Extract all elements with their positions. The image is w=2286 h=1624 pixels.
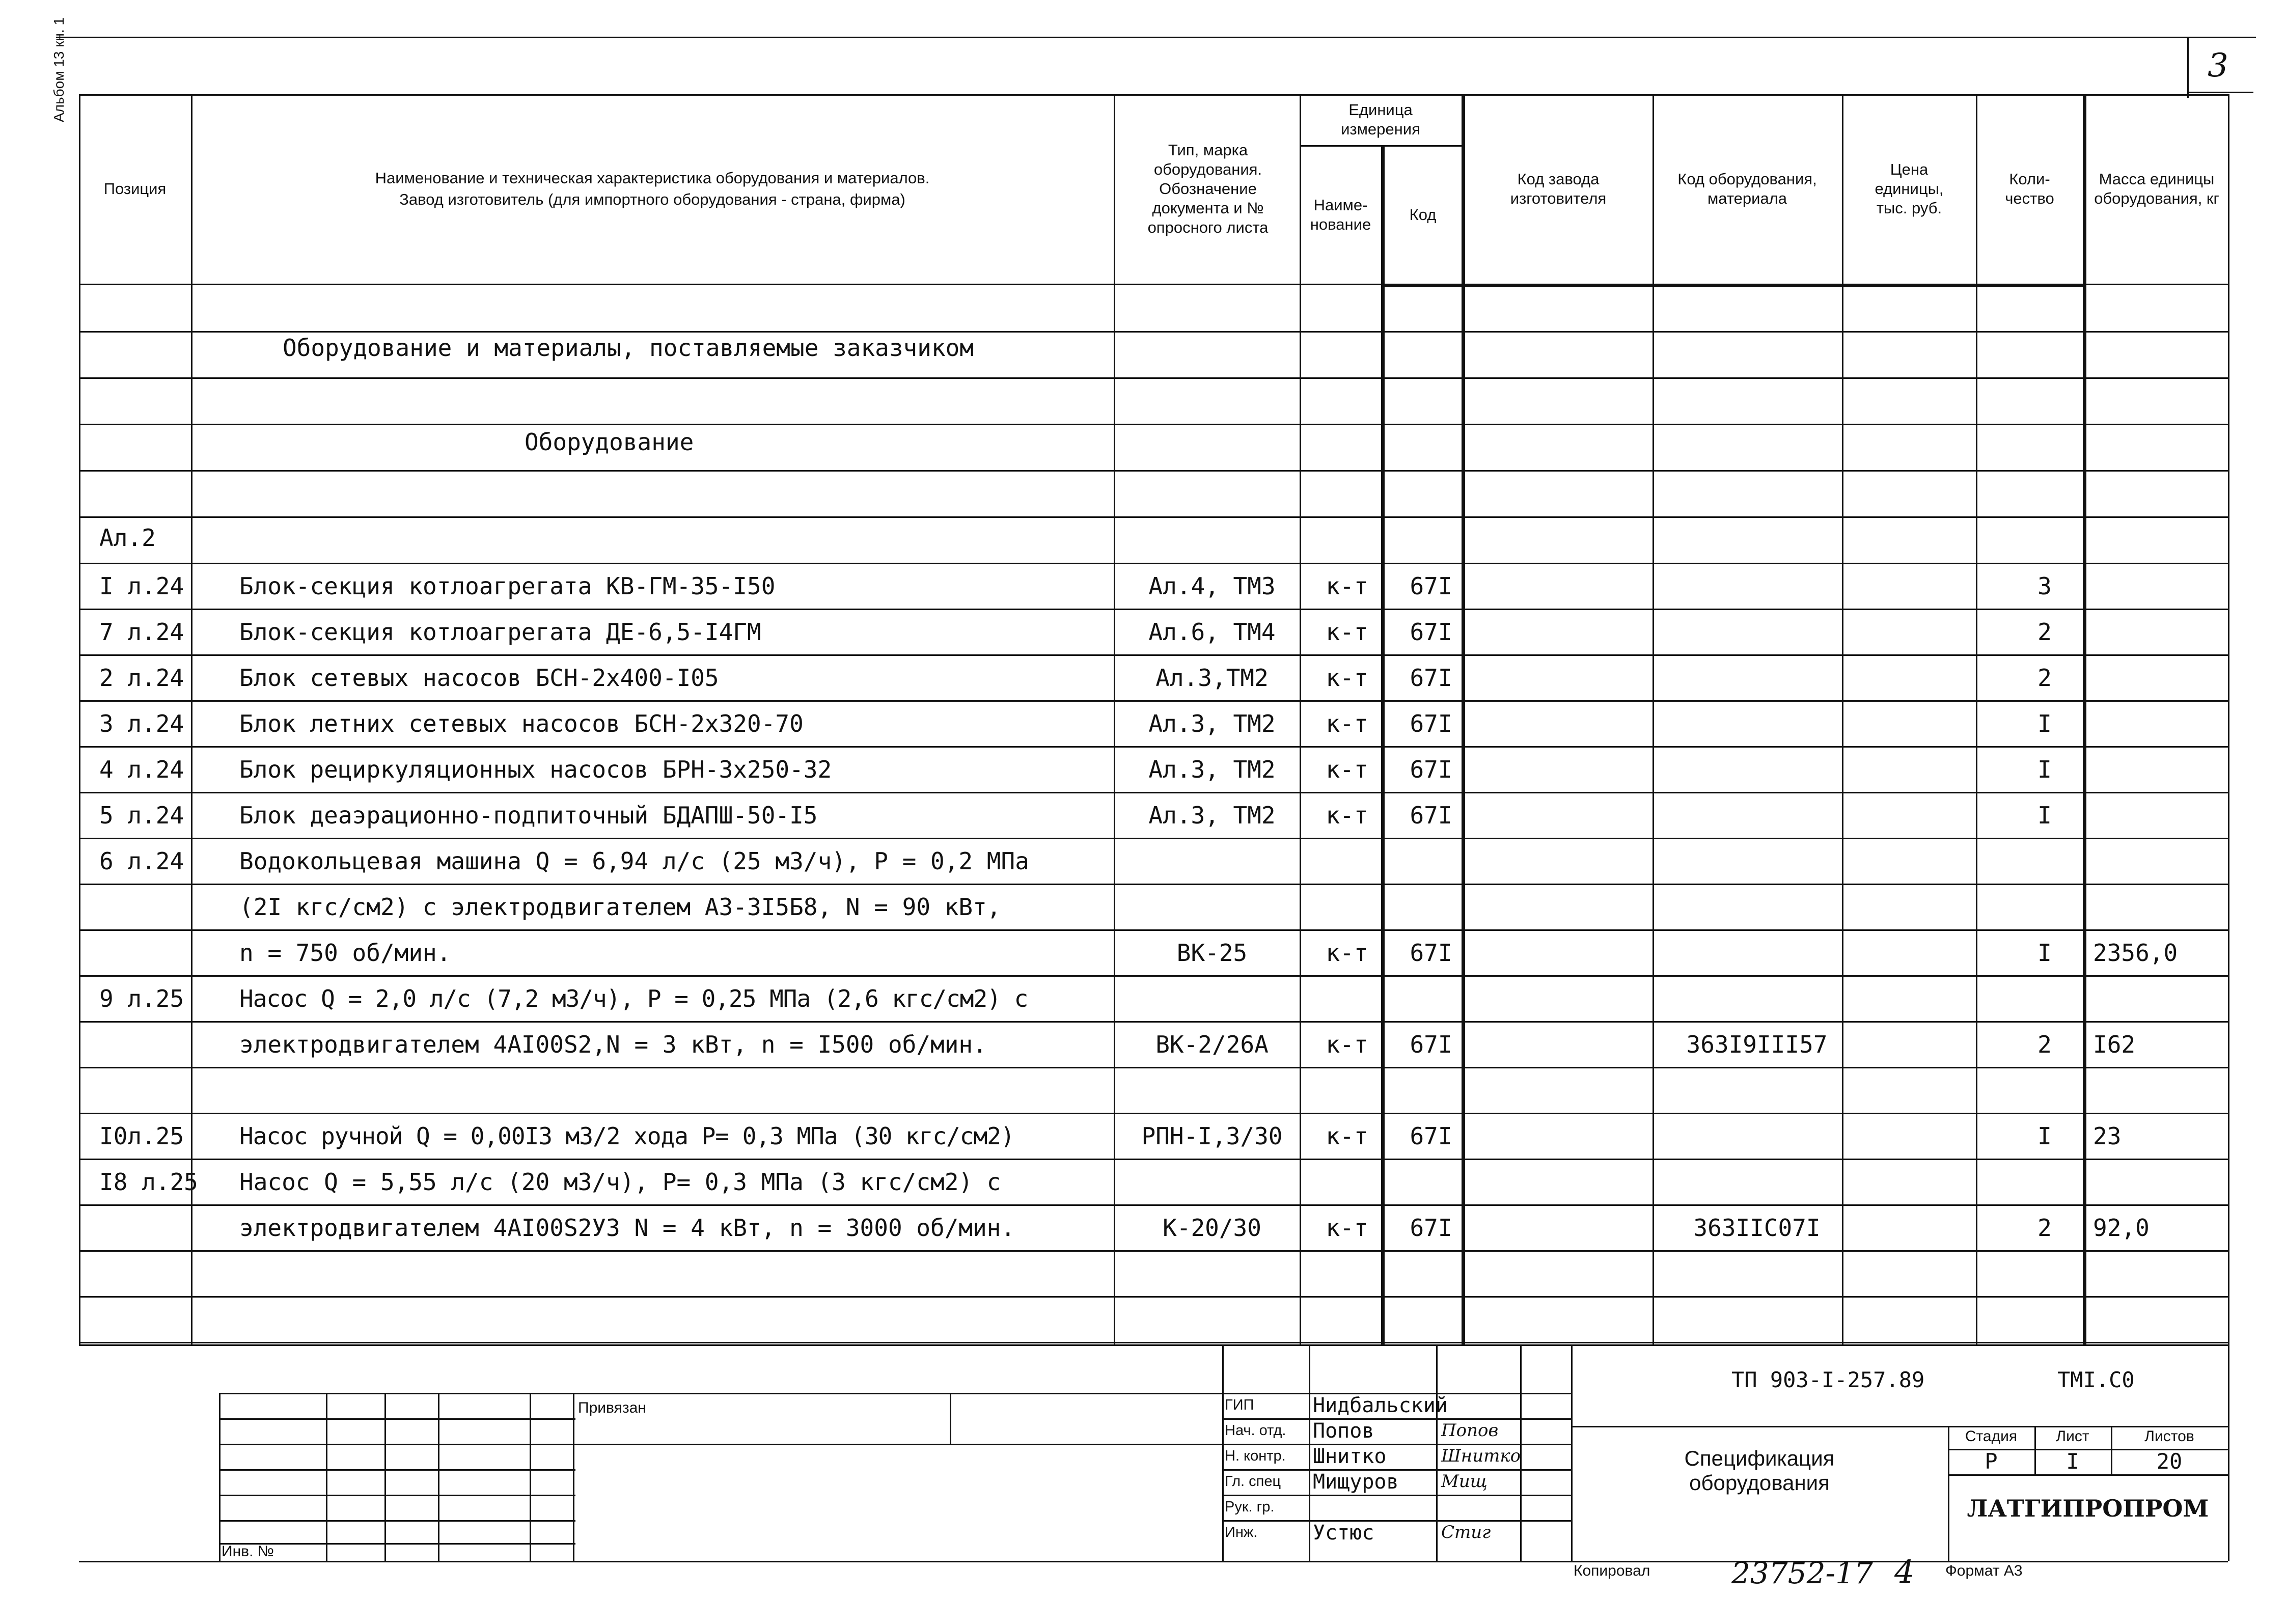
format-label: Формат А3 (1945, 1562, 2023, 1579)
header-name-line1: Наименование и техническая характеристика оборудования и материалов. (375, 169, 930, 187)
row-position: 6 л.24 (99, 847, 184, 875)
inv-no-label: Инв. № (222, 1543, 274, 1560)
signature-mark: Шнитко (1441, 1446, 1521, 1466)
archive-number: 23752-17 (1731, 1556, 1873, 1590)
row-mass: 92,0 (2093, 1214, 2150, 1242)
row-unit: к-т (1326, 664, 1368, 692)
row-quantity: I (2037, 710, 2052, 737)
row-separator (79, 377, 2228, 379)
signature-row-line (1222, 1495, 1571, 1496)
privyazan-label: Привязан (578, 1399, 646, 1416)
sheet-number: 3 (2208, 47, 2228, 85)
stage-value: Р (1985, 1449, 1998, 1474)
signature-role: Инж. (1225, 1524, 1258, 1540)
header-thick-bottom (1381, 284, 2083, 287)
row-name: Насос Q = 5,55 л/с (20 м3/ч), Р= 0,3 МПа (3 кгс/см2) с (239, 1168, 1001, 1196)
signature-name: Нидбальский (1313, 1394, 1448, 1417)
row-position: 7 л.24 (99, 618, 184, 646)
unit-group-divider (1300, 145, 1462, 147)
row-mass: 23 (2093, 1122, 2122, 1150)
row-separator (79, 1296, 2228, 1298)
row-type: Ал.4, ТМ3 (1148, 572, 1276, 600)
title-h3 (1948, 1474, 2228, 1476)
sheet-code: ТМI.С0 (2057, 1367, 2135, 1392)
col-sep-unit-name (1381, 145, 1385, 1344)
row-mass: I62 (2093, 1031, 2136, 1058)
doc-title-line2: оборудования (1689, 1471, 1830, 1495)
row-type: Ал.3,ТМ2 (1155, 664, 1269, 692)
row-quantity: I (2037, 939, 2052, 967)
sheets-value: 20 (2156, 1449, 2183, 1474)
header-position: Позиция (103, 180, 167, 198)
row-name: электродвигателем 4АI00S2,N = 3 кВт, n = I500 об/мин. (239, 1031, 987, 1058)
row-type: ВК-2/26А (1155, 1031, 1269, 1058)
row-name: n = 750 об/мин. (239, 939, 451, 967)
row-type: Ал.3, ТМ2 (1148, 756, 1276, 783)
row-separator (79, 1021, 2228, 1023)
row-unit: к-т (1326, 939, 1368, 967)
row-name: Насос Q = 2,0 л/с (7,2 м3/ч), Р = 0,25 МПа (2,6 кгс/см2) с (239, 985, 1028, 1012)
row-quantity: 3 (2037, 572, 2052, 600)
row-unit: к-т (1326, 1214, 1368, 1242)
row-name: Насос ручной Q = 0,00I3 м3/2 хода Р= 0,3 МПа (30 кгс/см2) (239, 1122, 1014, 1150)
row-type: Ал.3, ТМ2 (1148, 710, 1276, 737)
signature-name: Мищуров (1313, 1470, 1399, 1494)
signature-row-line (1222, 1444, 1571, 1445)
row-separator (79, 424, 2228, 425)
doc-title-line1: Спецификация (1684, 1446, 1835, 1470)
row-code: 67I (1410, 1214, 1452, 1242)
row-position: 2 л.24 (99, 664, 184, 692)
header-unit-code: Код (1409, 206, 1437, 224)
row-name: Блок летних сетевых насосов БСН-2х320-70 (239, 710, 804, 737)
row-quantity: 2 (2037, 618, 2052, 646)
row-type: К-20/30 (1163, 1214, 1261, 1242)
row-type: Ал.3, ТМ2 (1148, 802, 1276, 829)
row-code: 67I (1410, 572, 1452, 600)
row-quantity: I (2037, 802, 2052, 829)
signature-mark: Стиг (1441, 1522, 1491, 1543)
stamp-right-border (2228, 1344, 2229, 1561)
project-code: ТП 903-I-257.89 (1731, 1367, 1925, 1392)
signature-role: Рук. гр. (1225, 1499, 1275, 1515)
header-mass: Масса единицы оборудования, кг (2094, 170, 2219, 207)
row-equipment-code: 363I9III57 (1686, 1031, 1828, 1058)
row-position: I8 л.25 (99, 1168, 198, 1196)
row-separator (79, 470, 2228, 472)
row-name: Водокольцевая машина Q = 6,94 л/с (25 м3/ч), Р = 0,2 МПа (239, 847, 1029, 875)
row-mass: 2356,0 (2093, 939, 2178, 967)
sig-v1 (1222, 1344, 1224, 1561)
row-name: Блок рециркуляционных насосов БРН-3х250-32 (239, 756, 832, 783)
row-code: 67I (1410, 939, 1452, 967)
row-quantity: 2 (2037, 1214, 2052, 1242)
stamp-left-h5 (219, 1520, 575, 1522)
row-separator (79, 792, 2228, 793)
stamp-left-h3 (219, 1469, 575, 1471)
row-code: 67I (1410, 756, 1452, 783)
title-v1 (1948, 1426, 1949, 1561)
row-unit: к-т (1326, 572, 1368, 600)
row-type: РПН-I,3/30 (1141, 1122, 1283, 1150)
row-separator (79, 1250, 2228, 1252)
row-separator (79, 1342, 2228, 1343)
row-name: электродвигателем 4АI00S2У3 N = 4 кВт, n = 3000 об/мин. (239, 1214, 1015, 1242)
sheets-label: Листов (2144, 1428, 2194, 1445)
header-type: Тип, марка оборудования. Обозначение документа и № опросного листа (1147, 141, 1269, 236)
signature-role: Н. контр. (1225, 1448, 1286, 1464)
row-separator (79, 563, 2228, 564)
col-sep-unit-code (1462, 94, 1465, 1344)
header-factory-code: Код завода изготовителя (1510, 170, 1607, 207)
row-name: Блок деаэрационно-подпиточный БДАПШ-50-I5 (239, 802, 818, 829)
organization-name: ЛАТГИПРОПРОМ (1967, 1495, 2209, 1522)
signature-row-line (1222, 1418, 1571, 1420)
margin-note-area (31, 17, 67, 285)
signature-mark: Мищ (1441, 1471, 1488, 1492)
row-separator (79, 1204, 2228, 1206)
row-quantity: I (2037, 1122, 2052, 1150)
col-sep-name (1114, 94, 1115, 1344)
title-h1 (1571, 1426, 2228, 1427)
row-separator (79, 700, 2228, 702)
row-separator (79, 1159, 2228, 1160)
sig-v3 (1436, 1344, 1438, 1561)
row-unit: к-т (1326, 1031, 1368, 1058)
row-type: ВК-25 (1176, 939, 1248, 967)
sig-v5 (1571, 1344, 1573, 1561)
signature-name: Попов (1313, 1419, 1374, 1443)
row-name: Блок-секция котлоагрегата КВ-ГМ-35-I50 (239, 572, 776, 600)
row-separator (79, 331, 2228, 333)
col-sep-qty (2083, 94, 2086, 1344)
row-type: Ал.6, ТМ4 (1148, 618, 1276, 646)
signature-role: ГИП (1225, 1397, 1254, 1413)
row-unit: к-т (1326, 802, 1368, 829)
row-position: 3 л.24 (99, 710, 184, 737)
signature-mark: Попов (1441, 1420, 1499, 1441)
table-bottom-border (79, 1344, 2228, 1346)
signature-name: Устюс (1313, 1521, 1374, 1545)
row-name: Блок сетевых насосов БСН-2х400-I05 (239, 664, 719, 692)
row-unit: к-т (1326, 710, 1368, 737)
row-code: 67I (1410, 664, 1452, 692)
header-equipment-code: Код оборудования, материала (1677, 170, 1817, 207)
stamp-left-top (219, 1393, 1222, 1394)
subsection-title: Оборудование (525, 428, 694, 456)
row-quantity: I (2037, 756, 2052, 783)
row-separator (79, 1113, 2228, 1114)
row-position: I0л.25 (99, 1122, 184, 1150)
row-separator (79, 516, 2228, 518)
row-separator (79, 746, 2228, 748)
sheet-value: I (2066, 1449, 2079, 1474)
archive-suffix: 4 (1894, 1553, 1915, 1590)
row-unit: к-т (1326, 756, 1368, 783)
stamp-left-h2 (219, 1444, 1222, 1445)
row-unit: к-т (1326, 618, 1368, 646)
header-name-line2: Завод изготовитель (для импортного оборудования - страна, фирма) (399, 190, 905, 208)
signature-name: Шнитко (1313, 1445, 1387, 1468)
row-separator (79, 929, 2228, 931)
row-position: 4 л.24 (99, 756, 184, 783)
row-position: 9 л.25 (99, 985, 184, 1012)
stage-label: Стадия (1965, 1428, 2018, 1445)
row-name: (2I кгс/см2) с электродвигателем АЗ-3I5Б8, N = 90 кВт, (239, 893, 1001, 921)
stamp-left-h4 (219, 1495, 575, 1496)
group-label: Ал.2 (99, 524, 156, 552)
row-unit: к-т (1326, 1122, 1368, 1150)
section-title: Оборудование и материалы, поставляемые заказчиком (283, 334, 974, 362)
header-unit-group: Единица измерения (1341, 101, 1420, 138)
top-border (56, 37, 2256, 38)
row-separator (79, 609, 2228, 610)
col-sep-position (191, 94, 192, 1344)
header-unit-name: Наиме-нование (1310, 196, 1371, 233)
row-name: Блок-секция котлоагрегата ДЕ-6,5-I4ГМ (239, 618, 761, 646)
row-separator (79, 975, 2228, 977)
signature-row-line (1222, 1520, 1571, 1522)
row-separator (79, 838, 2228, 839)
row-code: 67I (1410, 1122, 1452, 1150)
header-price: Цена единицы, тыс. руб. (1875, 160, 1944, 217)
row-quantity: 2 (2037, 1031, 2052, 1058)
row-position: I л.24 (99, 572, 184, 600)
table-right-border (2228, 94, 2229, 1344)
sig-v2 (1309, 1344, 1310, 1561)
row-code: 67I (1410, 710, 1452, 737)
signature-role: Гл. спец (1225, 1473, 1281, 1490)
row-separator (79, 654, 2228, 656)
row-separator (79, 884, 2228, 885)
sheet-label: Лист (2056, 1428, 2089, 1445)
row-separator (79, 1067, 2228, 1068)
margin-note: Альбом 13 кн. 1 (51, 17, 67, 122)
sheet-number-box (2187, 37, 2189, 98)
copied-label: Копировал (1574, 1562, 1650, 1579)
row-code: 67I (1410, 618, 1452, 646)
stamp-left-v7 (950, 1393, 951, 1444)
header-quantity: Коли-чество (2005, 170, 2054, 207)
stamp-left-h1 (219, 1418, 575, 1420)
row-quantity: 2 (2037, 664, 2052, 692)
row-code: 67I (1410, 1031, 1452, 1058)
row-code: 67I (1410, 802, 1452, 829)
sheet-number-box-bottom (2187, 92, 2253, 93)
row-equipment-code: 363IIC07I (1693, 1214, 1821, 1242)
signature-role: Нач. отд. (1225, 1422, 1286, 1439)
row-position: 5 л.24 (99, 802, 184, 829)
